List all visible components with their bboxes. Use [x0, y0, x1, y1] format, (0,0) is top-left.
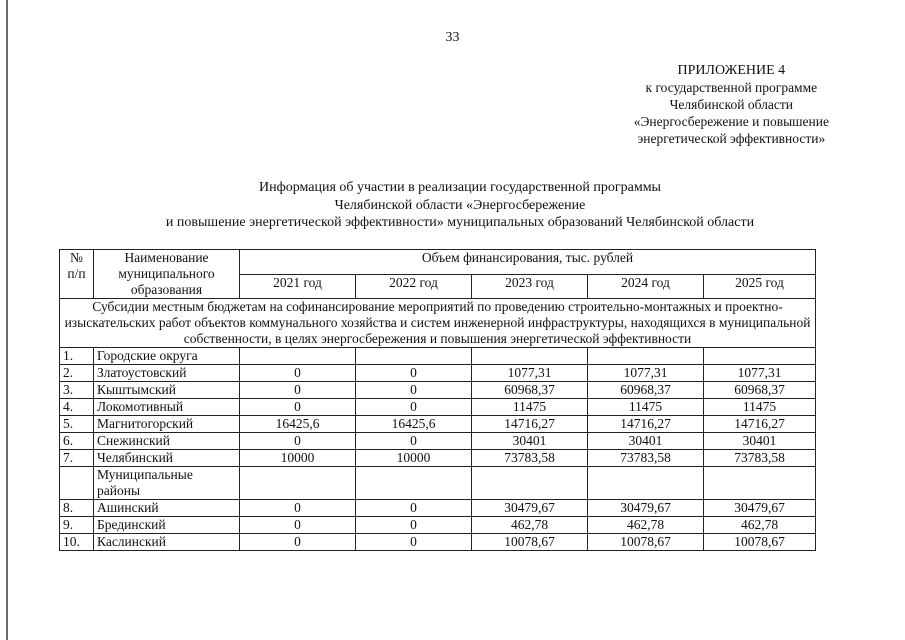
row-number	[60, 467, 94, 500]
row-value-2025: 462,78	[704, 517, 816, 534]
row-value-2022: 10000	[356, 450, 472, 467]
row-value-2021	[240, 467, 356, 500]
row-value-2023: 60968,37	[472, 382, 588, 399]
table-row	[60, 382, 816, 399]
header-year: 2024 год	[588, 274, 704, 299]
row-value-2025: 11475	[704, 399, 816, 416]
row-value-2022: 0	[356, 433, 472, 450]
row-value-2022	[356, 348, 472, 365]
table-row	[60, 500, 816, 517]
header-year: 2023 год	[472, 274, 588, 299]
row-value-2025	[704, 348, 816, 365]
row-number: 1.	[60, 348, 94, 365]
row-value-2024: 30479,67	[588, 500, 704, 517]
row-number: 8.	[60, 500, 94, 517]
row-number: 10.	[60, 534, 94, 551]
funding-table	[59, 249, 816, 551]
row-municipality-name: Магнитогорский	[94, 416, 240, 433]
row-municipality-name: Челябинский	[94, 450, 240, 467]
subsidy-text: Субсидии местным бюджетам на софинансирование мероприятий по проведению строительно-монтажных и проектно-изыскательских работ объектов коммунального хозяйства и систем инженерной инфраструктуры, находящихся в муниципальной собственности, в целях энергосбережения и повышения энергетической эффективности	[60, 299, 816, 348]
appendix-line: к государственной программе	[645, 80, 818, 95]
table-row	[60, 534, 816, 551]
header-name: Наименование муниципального образования	[94, 250, 240, 299]
table-row	[60, 467, 816, 500]
row-value-2023: 30401	[472, 433, 588, 450]
row-value-2021: 0	[240, 534, 356, 551]
row-value-2022	[356, 467, 472, 500]
row-municipality-name: Златоустовский	[94, 365, 240, 382]
row-value-2023: 14716,27	[472, 416, 588, 433]
row-value-2023: 30479,67	[472, 500, 588, 517]
row-value-2024	[588, 467, 704, 500]
row-value-2023	[472, 348, 588, 365]
row-value-2024: 73783,58	[588, 450, 704, 467]
row-value-2021: 0	[240, 382, 356, 399]
document-title-line: Информация об участии в реализации государственной программы	[259, 180, 661, 195]
row-municipality-name: Муниципальные районы	[94, 467, 240, 500]
row-value-2021: 0	[240, 517, 356, 534]
row-value-2024: 14716,27	[588, 416, 704, 433]
table-row	[60, 365, 816, 382]
header-year: 2021 год	[240, 274, 356, 299]
table-body	[60, 348, 816, 551]
row-value-2024: 10078,67	[588, 534, 704, 551]
row-number: 2.	[60, 365, 94, 382]
row-value-2025: 14716,27	[704, 416, 816, 433]
row-value-2021: 0	[240, 500, 356, 517]
row-value-2022: 0	[356, 534, 472, 551]
row-value-2021: 0	[240, 365, 356, 382]
row-value-2022: 0	[356, 500, 472, 517]
row-value-2025: 1077,31	[704, 365, 816, 382]
row-value-2022: 0	[356, 399, 472, 416]
row-value-2025: 30401	[704, 433, 816, 450]
row-value-2024: 11475	[588, 399, 704, 416]
row-value-2023: 73783,58	[472, 450, 588, 467]
row-value-2023: 462,78	[472, 517, 588, 534]
subsidy-row	[60, 299, 816, 348]
row-value-2021: 0	[240, 399, 356, 416]
header-year: 2022 год	[356, 274, 472, 299]
table-row	[60, 433, 816, 450]
row-municipality-name: Локомотивный	[94, 399, 240, 416]
table-row	[60, 399, 816, 416]
row-number: 9.	[60, 517, 94, 534]
row-municipality-name: Снежинский	[94, 433, 240, 450]
header-funding: Объем финансирования, тыс. рублей	[240, 250, 816, 275]
row-value-2022: 0	[356, 365, 472, 382]
row-value-2023: 10078,67	[472, 534, 588, 551]
row-value-2025: 60968,37	[704, 382, 816, 399]
appendix-title: ПРИЛОЖЕНИЕ 4	[677, 63, 786, 78]
row-value-2024: 30401	[588, 433, 704, 450]
row-value-2023: 1077,31	[472, 365, 588, 382]
row-value-2025: 30479,67	[704, 500, 816, 517]
row-number: 4.	[60, 399, 94, 416]
document-title-line: и повышение энергетической эффективности» муниципальных образований Челябинской области	[165, 215, 755, 230]
row-value-2022: 16425,6	[356, 416, 472, 433]
row-value-2024: 60968,37	[588, 382, 704, 399]
row-number: 7.	[60, 450, 94, 467]
table-row	[60, 450, 816, 467]
appendix-block	[634, 62, 829, 147]
row-number: 3.	[60, 382, 94, 399]
row-municipality-name: Ашинский	[94, 500, 240, 517]
appendix-line: Челябинской области	[669, 97, 794, 112]
row-value-2025: 73783,58	[704, 450, 816, 467]
document-title-line: Челябинской области «Энергосбережение	[334, 197, 586, 213]
row-value-2024: 462,78	[588, 517, 704, 534]
row-value-2023	[472, 467, 588, 500]
row-municipality-name: Кыштымский	[94, 382, 240, 399]
row-value-2022: 0	[356, 382, 472, 399]
row-municipality-name: Каслинский	[94, 534, 240, 551]
row-value-2021: 0	[240, 433, 356, 450]
row-municipality-name: Городские округа	[94, 348, 240, 365]
row-number: 6.	[60, 433, 94, 450]
row-value-2023: 11475	[472, 399, 588, 416]
row-value-2021: 16425,6	[240, 416, 356, 433]
scan-edge-line	[6, 0, 8, 640]
row-municipality-name: Брединский	[94, 517, 240, 534]
table-row	[60, 348, 816, 365]
page-number: 33	[445, 30, 460, 45]
row-value-2022: 0	[356, 517, 472, 534]
appendix-line: энергетической эффективности»	[637, 131, 826, 146]
row-value-2021: 10000	[240, 450, 356, 467]
row-value-2025: 10078,67	[704, 534, 816, 551]
table-row	[60, 517, 816, 534]
row-value-2024	[588, 348, 704, 365]
table-header-row	[60, 250, 816, 275]
document-title	[60, 179, 860, 232]
header-num: № п/п	[60, 250, 94, 299]
header-year: 2025 год	[704, 274, 816, 299]
row-value-2021	[240, 348, 356, 365]
row-number: 5.	[60, 416, 94, 433]
appendix-line: «Энергосбережение и повышение	[633, 114, 829, 129]
row-value-2025	[704, 467, 816, 500]
row-value-2024: 1077,31	[588, 365, 704, 382]
table-row	[60, 416, 816, 433]
